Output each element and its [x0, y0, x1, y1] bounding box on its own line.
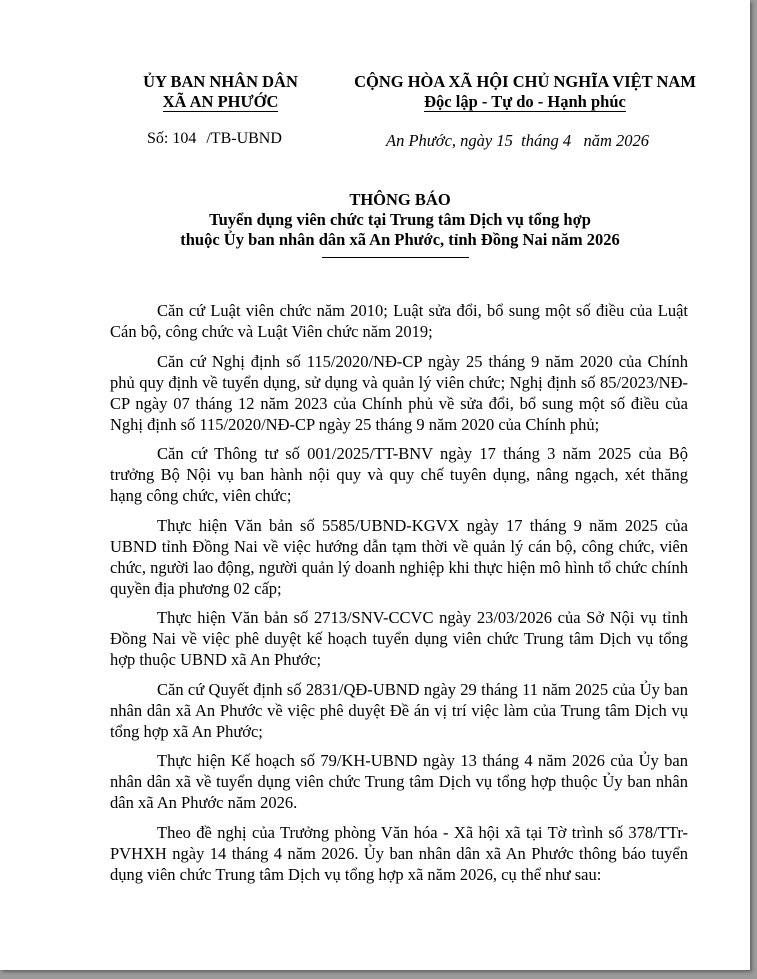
number-label: Số: — [147, 130, 169, 147]
national-motto — [350, 72, 700, 112]
title-line-1: Tuyển dụng viên chức tại Trung tâm Dịch vụ tổng hợp — [209, 210, 591, 229]
issuing-authority — [118, 72, 323, 112]
authority-name: ỦY BAN NHÂN DÂN — [143, 72, 298, 91]
title-main: THÔNG BÁO — [349, 190, 451, 209]
title-line-2: thuộc Ủy ban nhân dân xã An Phước, tỉnh Đồng Nai năm 2026 — [180, 230, 620, 249]
commune-name: XÃ AN PHƯỚC — [162, 92, 279, 111]
body-paragraph: Thực hiện Văn bản số 5585/UBND-KGVX ngày 17 tháng 9 năm 2025 của UBND tỉnh Đồng Nai về việc hướng dẫn tạm thời về quản lý cán bộ, công chức, viên chức, người lao động, người quản lý doanh nghiệp khi thực hiện mô hình tổ chức chính quyền địa phương 02 cấp; — [110, 515, 688, 598]
document-body — [110, 300, 688, 893]
country-name: CỘNG HÒA XÃ HỘI CHỦ NGHĨA VIỆT NAM — [354, 72, 696, 91]
motto: Độc lập - Tự do - Hạnh phúc — [424, 92, 626, 111]
number-suffix: /TB-UBND — [206, 130, 282, 147]
body-paragraph: Căn cứ Nghị định số 115/2020/NĐ-CP ngày 25 tháng 9 năm 2020 của Chính phủ quy định về tuyển dụng, sử dụng và quản lý viên chức; Nghị định số 85/2023/NĐ-CP ngày 07 tháng 12 năm 2023 của Chính phủ về sửa đổi, bổ sung một số điều của Nghị định số 115/2020/NĐ-CP ngày 25 tháng 9 năm 2020 của Chính phủ; — [110, 351, 688, 434]
body-paragraph: Căn cứ Quyết định số 2831/QĐ-UBND ngày 29 tháng 11 năm 2025 của Ủy ban nhân dân xã An Phước về việc phê duyệt Đề án vị trí việc làm của Trung tâm Dịch vụ tổng hợp xã An Phước; — [110, 679, 688, 741]
document-title — [110, 190, 690, 250]
body-paragraph: Căn cứ Luật viên chức năm 2010; Luật sửa đổi, bổ sung một số điều của Luật Cán bộ, công chức và Luật Viên chức năm 2019; — [110, 301, 688, 341]
number-value: 104 — [172, 130, 197, 147]
body-paragraph: Theo đề nghị của Trưởng phòng Văn hóa - Xã hội xã tại Tờ trình số 378/TTr-PVHXH ngày 14 tháng 4 năm 2026. Ủy ban nhân dân xã An Phước thông báo tuyển dụng viên chức Trung tâm Dịch vụ tổng hợp xã năm 2026, cụ thể như sau: — [110, 822, 688, 884]
document-number — [147, 130, 282, 148]
title-divider — [322, 257, 469, 258]
body-paragraph: Thực hiện Văn bản số 2713/SNV-CCVC ngày 23/03/2026 của Sở Nội vụ tỉnh Đồng Nai về việc phê duyệt kế hoạch tuyển dụng viên chức Trung tâm Dịch vụ tổng hợp thuộc UBND xã An Phước; — [110, 608, 688, 669]
place-date: An Phước, ngày 15 tháng 4 năm 2026 — [386, 131, 649, 150]
body-paragraph: Thực hiện Kế hoạch số 79/KH-UBND ngày 13 tháng 4 năm 2026 của Ủy ban nhân dân xã về tuyển dụng viên chức Trung tâm Dịch vụ tổng hợp thuộc Ủy ban nhân dân xã An Phước năm 2026. — [110, 751, 688, 812]
body-paragraph: Căn cứ Thông tư số 001/2025/TT-BNV ngày 17 tháng 3 năm 2025 của Bộ trưởng Bộ Nội vụ ban hành nội quy và quy chế tuyên dụng, nâng ngạch, xét thăng hạng công chức, viên chức; — [110, 444, 688, 505]
